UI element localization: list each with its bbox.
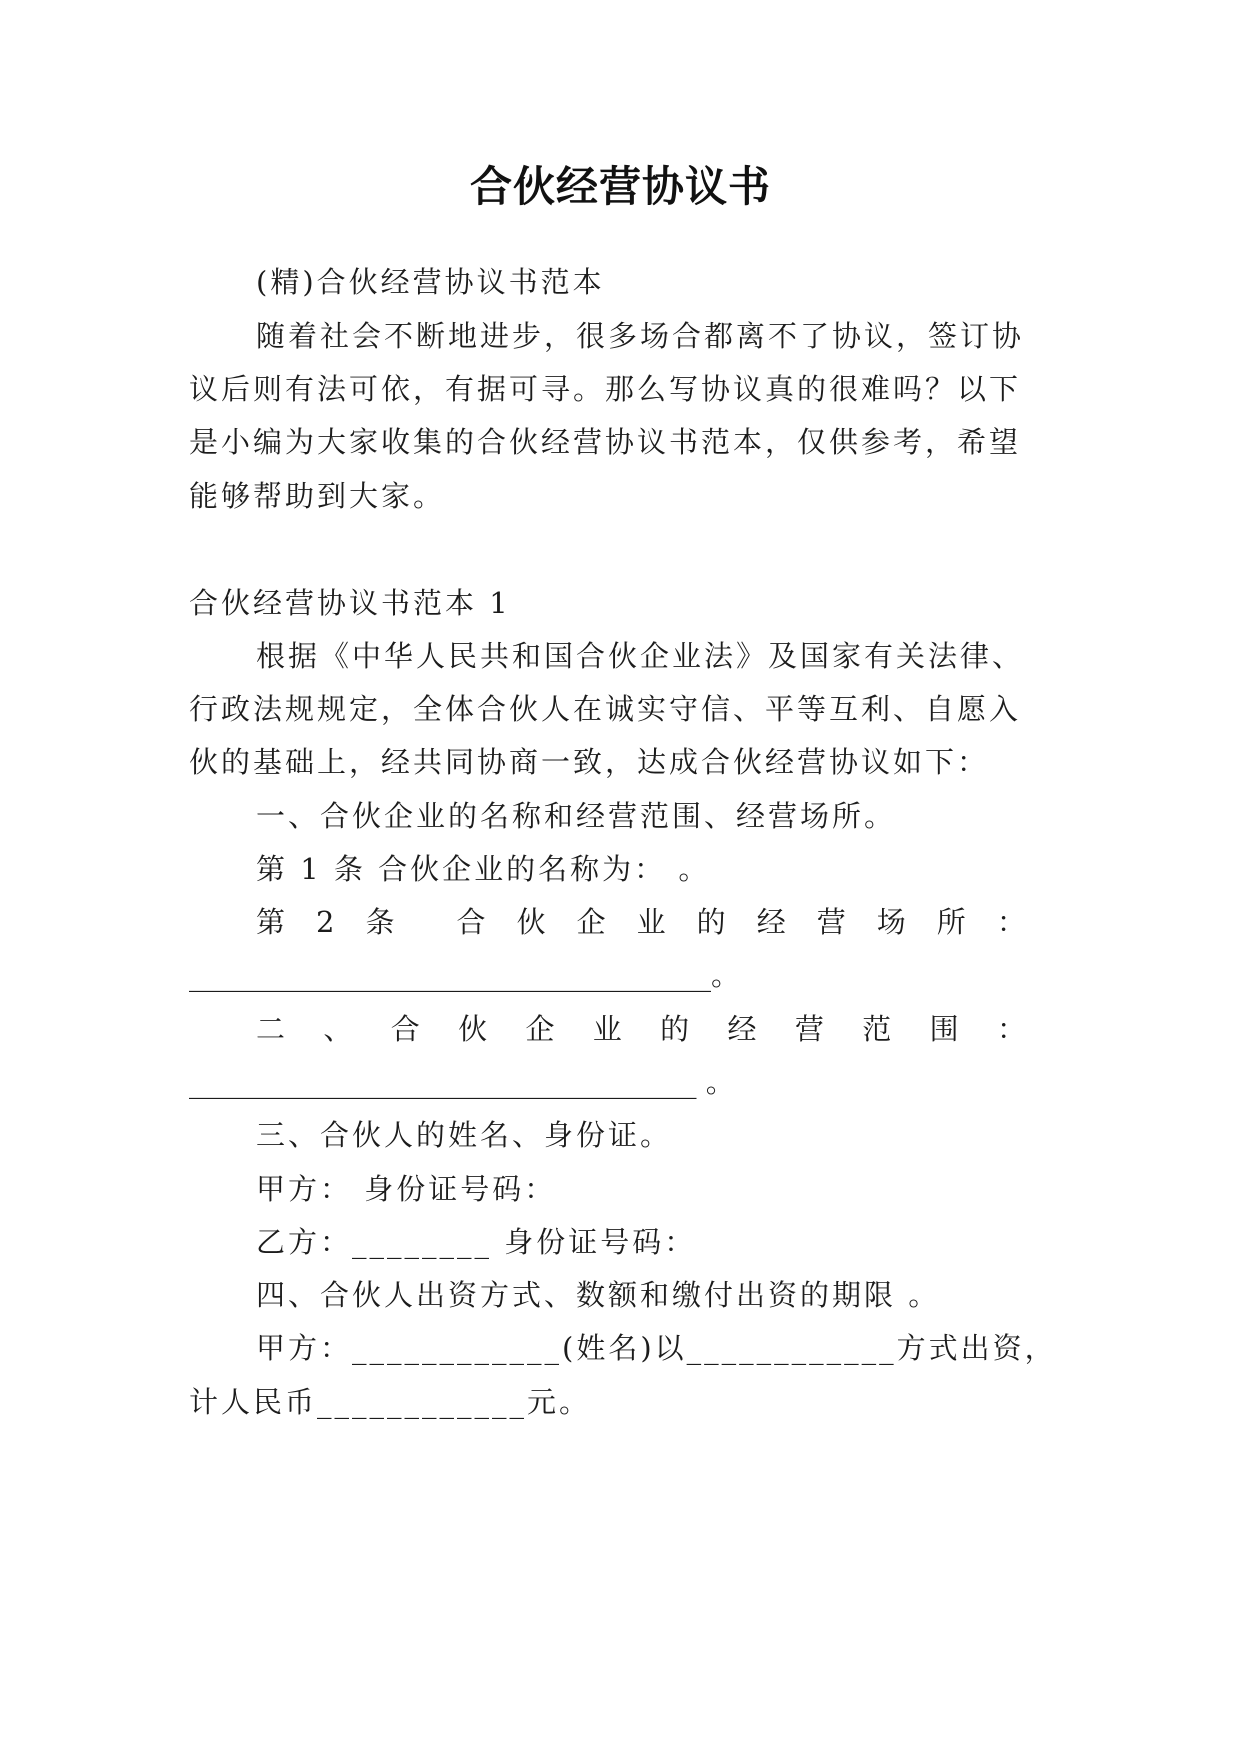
intro-line-4: 能够帮助到大家。 — [189, 479, 446, 513]
party-a-contribution-line: 甲方：____________(姓名)以____________方式出资， — [256, 1331, 1057, 1365]
clause-article-1: 第 1 条 合伙企业的名称为： 。 — [256, 852, 711, 886]
article-2-char: 场 — [876, 905, 906, 939]
heading-2-char: 企 — [525, 1012, 555, 1046]
document-title: 合伙经营协议书 — [469, 162, 771, 211]
article-2-char: 合 — [456, 905, 486, 939]
party-b-id-line: 乙方：________ 身份证号码： — [256, 1225, 697, 1259]
body-line-2: 行政法规规定，全体合伙人在诚实守信、平等互利、自愿入 — [189, 692, 1022, 726]
heading-2-char: ： — [996, 1012, 1026, 1046]
article-2-char: 条 — [365, 905, 395, 939]
clause-heading-2 — [256, 1009, 1026, 1049]
heading-2-char: 二 — [256, 1012, 286, 1046]
article-2-char: 业 — [636, 905, 666, 939]
heading-2-char: 的 — [660, 1012, 690, 1046]
blank-line-1: ____________________________________。 — [189, 958, 741, 992]
article-2-char: 所 — [936, 905, 966, 939]
article-2-char: 的 — [696, 905, 726, 939]
article-2-char: 第 — [256, 905, 286, 939]
subtitle-line: (精)合伙经营协议书范本 — [256, 265, 605, 299]
clause-heading-4: 四、合伙人出资方式、数额和缴付出资的期限 。 — [256, 1278, 941, 1312]
body-line-3: 伙的基础上，经共同协商一致，达成合伙经营协议如下： — [189, 745, 990, 779]
intro-line-2: 议后则有法可依，有据可寻。那么写协议真的很难吗？以下 — [189, 372, 1022, 406]
article-2-char: 经 — [756, 905, 786, 939]
article-2-char: ： — [996, 905, 1026, 939]
heading-2-char: 业 — [592, 1012, 622, 1046]
article-2-char: 2 — [316, 905, 335, 939]
clause-heading-3: 三、合伙人的姓名、身份证。 — [256, 1118, 673, 1152]
section-heading: 合伙经营协议书范本 1 — [189, 586, 511, 620]
blank-line-2: ___________________________________ 。 — [189, 1065, 735, 1099]
party-a-id-line: 甲方： 身份证号码： — [256, 1172, 557, 1206]
heading-2-char: 范 — [862, 1012, 892, 1046]
body-line-1: 根据《中华人民共和国合伙企业法》及国家有关法律、 — [256, 639, 1025, 673]
party-a-amount-line: 计人民币____________元。 — [189, 1385, 592, 1419]
heading-2-char: 伙 — [458, 1012, 488, 1046]
clause-article-2 — [256, 902, 1026, 942]
article-2-char: 营 — [816, 905, 846, 939]
clause-heading-1: 一、合伙企业的名称和经营范围、经营场所。 — [256, 799, 897, 833]
heading-2-char: 、 — [323, 1012, 353, 1046]
intro-line-1: 随着社会不断地进步，很多场合都离不了协议，签订协 — [256, 319, 1025, 353]
heading-2-char: 合 — [390, 1012, 420, 1046]
heading-2-char: 经 — [727, 1012, 757, 1046]
article-2-char: 企 — [576, 905, 606, 939]
heading-2-char: 营 — [794, 1012, 824, 1046]
intro-line-3: 是小编为大家收集的合伙经营协议书范本，仅供参考，希望 — [189, 425, 1022, 459]
heading-2-char: 围 — [929, 1012, 959, 1046]
article-2-char: 伙 — [516, 905, 546, 939]
